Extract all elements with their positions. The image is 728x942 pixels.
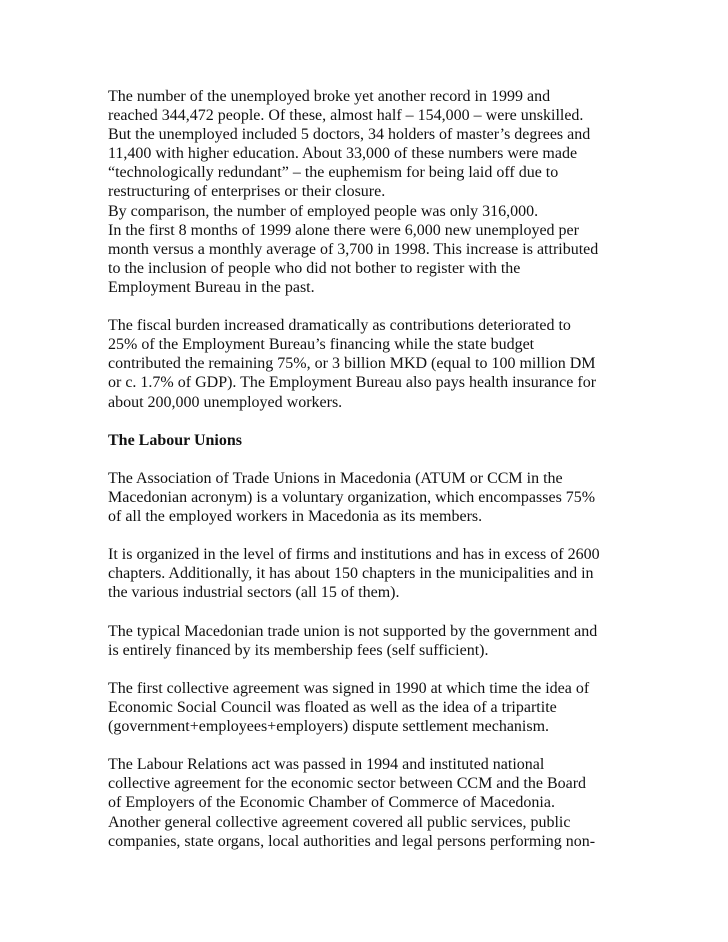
paragraph-unemployed-record: The number of the unemployed broke yet another record in 1999 and reached 344,472 people. Of these, almost half – 154,000 – were unskilled. But the unemployed included 5 doctors, 34 holders of master’s degrees and 11,400 with higher education. About 33,000 of these numbers were made “technologically redundant” – the euphemism for being laid off due to restructuring of enterprises or their closure. [108, 88, 591, 201]
section-heading: The Labour Unions [108, 431, 242, 449]
paragraph-gap [108, 603, 628, 622]
paragraph-atum: The Association of Trade Unions in Macedonia (ATUM or CCM in the Macedonian acronym) is a voluntary organization, which encompasses 75% of all the employed workers in Macedonia as its members. [108, 469, 596, 526]
paragraph-gap [108, 660, 628, 679]
document-page [108, 87, 628, 851]
paragraph-financing: The typical Macedonian trade union is not supported by the government and is entirely financed by its membership fees (self sufficient). [108, 622, 598, 659]
paragraph-gap [108, 450, 628, 469]
paragraph-employed-comparison: By comparison, the number of employed people was only 316,000. [108, 202, 539, 220]
paragraph-fiscal-burden: The fiscal burden increased dramatically as contributions deteriorated to 25% of the Employment Bureau’s financing while the state budget contributed the remaining 75%, or 3 billion MKD (equal to 100 million DM or c. 1.7% of GDP). The Employment Bureau also pays health insurance for about 200,000 unemployed workers. [108, 317, 597, 411]
paragraph-gap [108, 297, 628, 316]
paragraph-organization: It is organized in the level of firms and institutions and has in excess of 2600 chapters. Additionally, it has about 150 chapters in the municipalities and in the various industrial sectors (all 15 of them). [108, 546, 600, 602]
paragraph-new-unemployed: In the first 8 months of 1999 alone there were 6,000 new unemployed per month versus a monthly average of 3,700 in 1998. This increase is attributed to the inclusion of people who did not bother to register with the Employment Bureau in the past. [108, 221, 599, 296]
paragraph-gap [108, 412, 628, 431]
paragraph-collective-agreement: The first collective agreement was signed in 1990 at which time the idea of Economic Social Council was floated as well as the idea of a tripartite (government+employees+employers) dispute settlement mechanism. [108, 679, 590, 736]
paragraph-gap [108, 526, 628, 545]
paragraph-gap [108, 736, 628, 755]
paragraph-labour-relations-act: The Labour Relations act was passed in 1994 and instituted national collective agreement for the economic sector between CCM and the Board of Employers of the Economic Chamber of Commerce of Macedonia. Another general collective agreement covered all public services, public companies, state organs, local authorities and legal persons performing non- [108, 756, 596, 850]
